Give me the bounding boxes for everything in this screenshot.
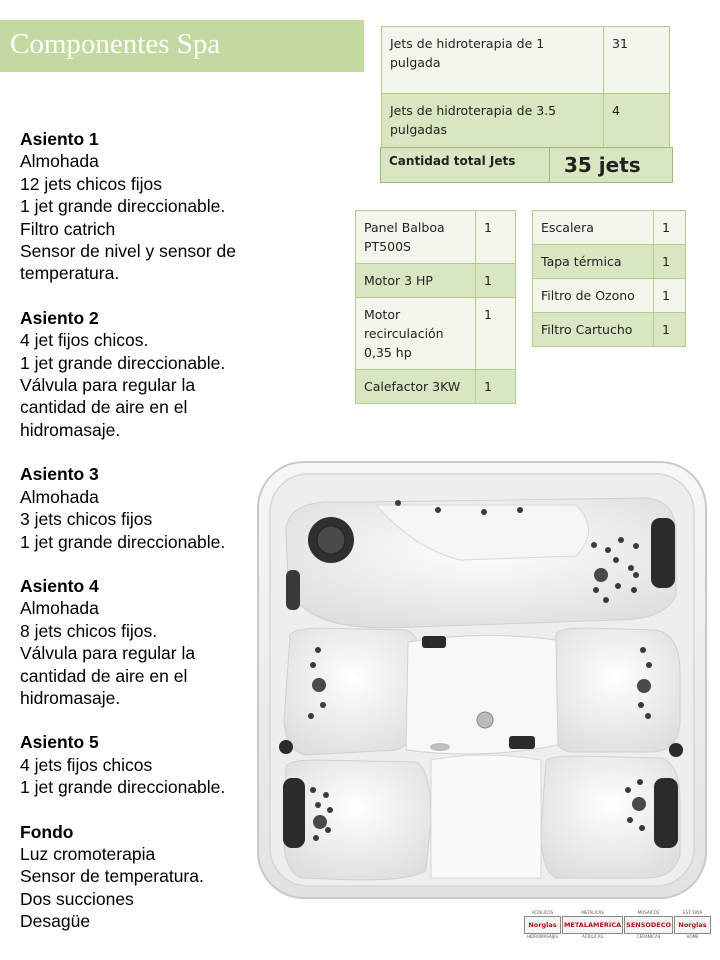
- brand-logos: [525, 910, 710, 944]
- accessory-name-cell: Filtro de Ozono: [533, 279, 654, 313]
- section-heading: Asiento 1: [20, 129, 99, 149]
- logo-sub: CERAMICAS: [636, 934, 661, 939]
- section-line: 1 jet grande direccionable.: [20, 777, 226, 798]
- table-row: [381, 148, 673, 183]
- total-label: Cantidad total Jets: [381, 148, 550, 183]
- section-line: Almohada: [20, 598, 99, 619]
- accessory-qty-cell: 1: [654, 245, 686, 279]
- section-heading: Asiento 5: [20, 732, 99, 753]
- jets-qty-cell: 4: [604, 94, 670, 161]
- section-line: Desagüe: [20, 911, 91, 932]
- section-line: Filtro catrich: [20, 218, 116, 239]
- table-row: [356, 211, 516, 264]
- brand-logo: [675, 910, 710, 944]
- equipment-qty-cell: 1: [476, 298, 516, 370]
- table-row: [533, 313, 686, 347]
- logo-brand: Norglas: [674, 916, 711, 934]
- table-row: [356, 264, 516, 298]
- accessory-name-cell: Tapa térmica: [533, 245, 654, 279]
- section-line: 1 jet grande direccionable.: [20, 531, 226, 552]
- logo-top: MOSAICOS: [637, 910, 660, 915]
- table-row: [533, 245, 686, 279]
- section-line: Luz cromoterapia: [20, 843, 156, 864]
- jets-name-cell: Jets de hidroterapia de 3.5 pulgadas: [382, 94, 604, 161]
- section-line: 3 jets chicos fijos: [20, 509, 153, 530]
- section-line: cantidad de aire en el: [20, 665, 188, 686]
- section-line: 8 jets chicos fijos.: [20, 620, 158, 641]
- title-band: [0, 20, 364, 72]
- brand-logo: [563, 910, 622, 944]
- brand-logo: [525, 910, 560, 944]
- section-line: 1 jet grande direccionable.: [20, 352, 226, 373]
- logo-top: METALICAS: [581, 910, 604, 915]
- table-row: [533, 211, 686, 245]
- brand-logo: [625, 910, 672, 944]
- section-line: 4 jets fijos chicos: [20, 754, 153, 775]
- section-line: 4 jet fijos chicos.: [20, 330, 149, 351]
- section-heading: Fondo: [20, 821, 74, 842]
- equipment-qty-cell: 1: [476, 370, 516, 404]
- accessory-qty-cell: 1: [654, 279, 686, 313]
- equipment-qty-cell: 1: [476, 211, 516, 264]
- accessory-name-cell: Filtro Cartucho: [533, 313, 654, 347]
- section-line: Almohada: [20, 486, 99, 507]
- logo-sub: HOME: [686, 934, 699, 939]
- jets-table: [381, 26, 670, 161]
- logo-brand: METALAMERICA: [562, 916, 623, 934]
- section-line: Sensor de nivel y sensor de: [20, 241, 236, 262]
- logo-top: EST 1959: [683, 910, 702, 915]
- section-line: Sensor de temperatura.: [20, 866, 204, 887]
- table-row: [356, 370, 516, 404]
- logo-sub: ACRILICAS: [582, 934, 603, 939]
- total-value: 35 jets: [550, 148, 673, 183]
- section-line: Dos succiones: [20, 888, 134, 909]
- equipment-name-cell: Motor recirculación 0,35 hp: [356, 298, 476, 370]
- equipment-table: [355, 210, 516, 404]
- section-heading: Asiento 3: [20, 464, 99, 485]
- equipment-qty-cell: 1: [476, 264, 516, 298]
- logo-top: ACRILICOS: [531, 910, 554, 915]
- accessory-name-cell: Escalera: [533, 211, 654, 245]
- total-jets-table: [380, 147, 673, 183]
- seat-section: [20, 307, 350, 441]
- accessory-qty-cell: 1: [654, 211, 686, 245]
- page-title: Componentes Spa: [10, 28, 221, 60]
- logo-brand: SENSODECO: [624, 916, 673, 934]
- equipment-name-cell: Panel Balboa PT500S: [356, 211, 476, 264]
- spa-tub-image: [256, 460, 708, 900]
- jets-qty-cell: 31: [604, 27, 670, 94]
- jets-name-cell: Jets de hidroterapia de 1 pulgada: [382, 27, 604, 94]
- table-row: [533, 279, 686, 313]
- section-line: Válvula para regular la: [20, 375, 196, 396]
- table-row: [356, 298, 516, 370]
- equipment-name-cell: Calefactor 3KW: [356, 370, 476, 404]
- section-heading: Asiento 4: [20, 575, 99, 596]
- section-line: hidromasaje.: [20, 687, 121, 708]
- section-line: temperatura.: [20, 263, 120, 284]
- accessory-qty-cell: 1: [654, 313, 686, 347]
- logo-brand: Norglas: [524, 916, 561, 934]
- section-line: Válvula para regular la: [20, 643, 196, 664]
- logo-sub: HIDROMASAJES: [526, 934, 558, 939]
- seat-section: [20, 128, 350, 285]
- section-line: 12 jets chicos fijos: [20, 173, 163, 194]
- table-row: [382, 27, 670, 94]
- section-line: hidromasaje.: [20, 419, 121, 440]
- equipment-name-cell: Motor 3 HP: [356, 264, 476, 298]
- section-line: Almohada: [20, 151, 99, 172]
- section-line: 1 jet grande direccionable.: [20, 196, 226, 217]
- section-heading: Asiento 2: [20, 307, 99, 328]
- accessories-table: [532, 210, 686, 347]
- section-line: cantidad de aire en el: [20, 397, 188, 418]
